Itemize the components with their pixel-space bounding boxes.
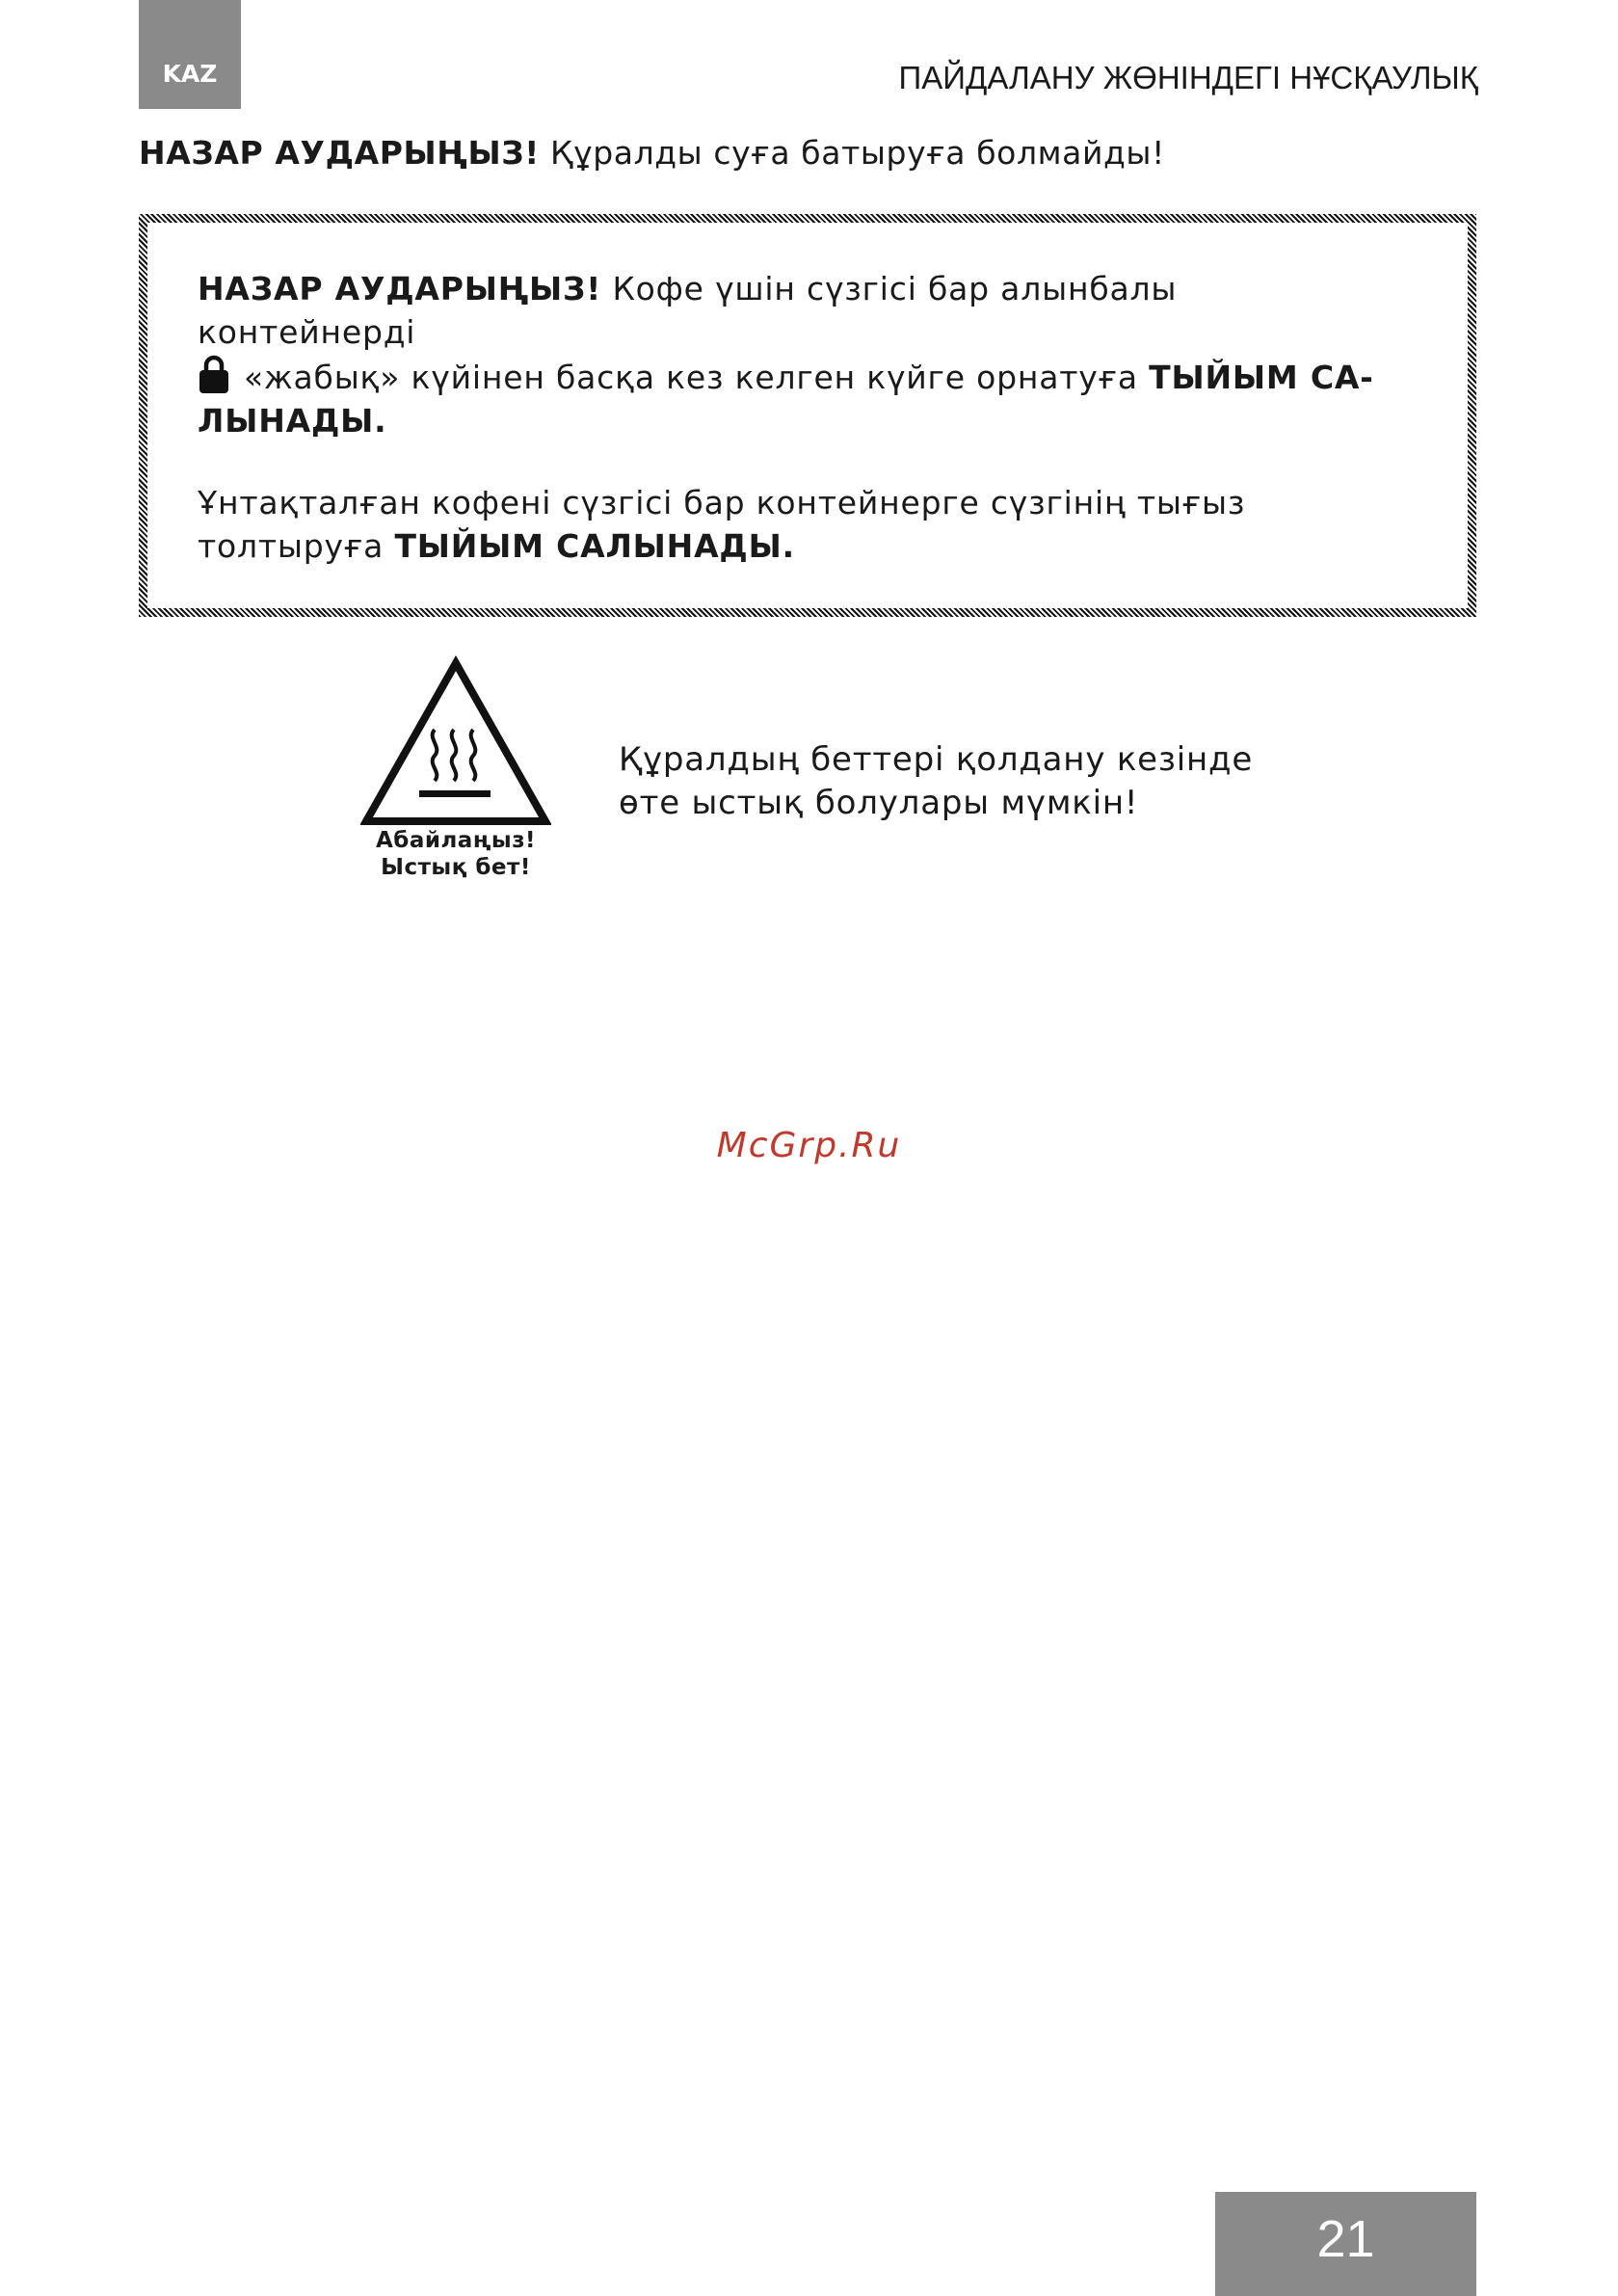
language-tab: [139, 0, 241, 109]
notice-paragraph-1: [198, 267, 1397, 442]
caption-line-1: Абайлаңыз!: [375, 828, 537, 853]
notice-text-c: Ұнтақталған кофені сүзгісі бар контейнерге сүзгінің тығыз толтыруға: [198, 484, 1246, 565]
hot-surface-warning-icon: [360, 655, 551, 829]
notice-prohibited-2: ТЫЙЫМ САЛЫНАДЫ.: [394, 527, 795, 565]
notice-label: НАЗАР АУДАРЫҢЫЗ!: [198, 270, 602, 307]
caption-line-2: Ыстық бет!: [381, 855, 531, 880]
hot-text-line-2: өте ыстық болулары мүмкін!: [619, 784, 1139, 822]
notice-text-b: «жабық» күйінен басқа кез келген күйге орнатуға: [244, 359, 1150, 396]
water-warning: [139, 132, 1478, 174]
language-code: KAZ: [162, 60, 218, 88]
page-number: [1215, 2192, 1476, 2296]
notice-box: [139, 214, 1476, 617]
lock-icon: [198, 354, 230, 394]
warning-label: НАЗАР АУДАРЫҢЫЗ!: [139, 134, 540, 172]
notice-prohibited-1: ТЫЙЫМ СА-ЛЫНАДЫ.: [198, 359, 1374, 440]
hot-text-line-1: Құралдың беттері қолдану кезінде: [619, 740, 1254, 779]
notice-paragraph-2: [198, 481, 1397, 568]
hot-surface-text: [619, 738, 1293, 825]
hot-surface-caption: [328, 827, 584, 881]
page-number-text: 21: [1316, 2210, 1375, 2268]
document-title: ПАЙДАЛАНУ ЖӨНІНДЕГІ НҰСҚАУЛЫҚ: [898, 60, 1478, 95]
notice-content: [198, 267, 1397, 568]
notice-text-a: Кофе үшін сүзгісі бар алынбалы контейнерді: [198, 270, 1178, 351]
watermark: McGrp.Ru: [716, 1126, 902, 1165]
warning-text: Құралды суға батыруға болмайды!: [539, 134, 1165, 172]
